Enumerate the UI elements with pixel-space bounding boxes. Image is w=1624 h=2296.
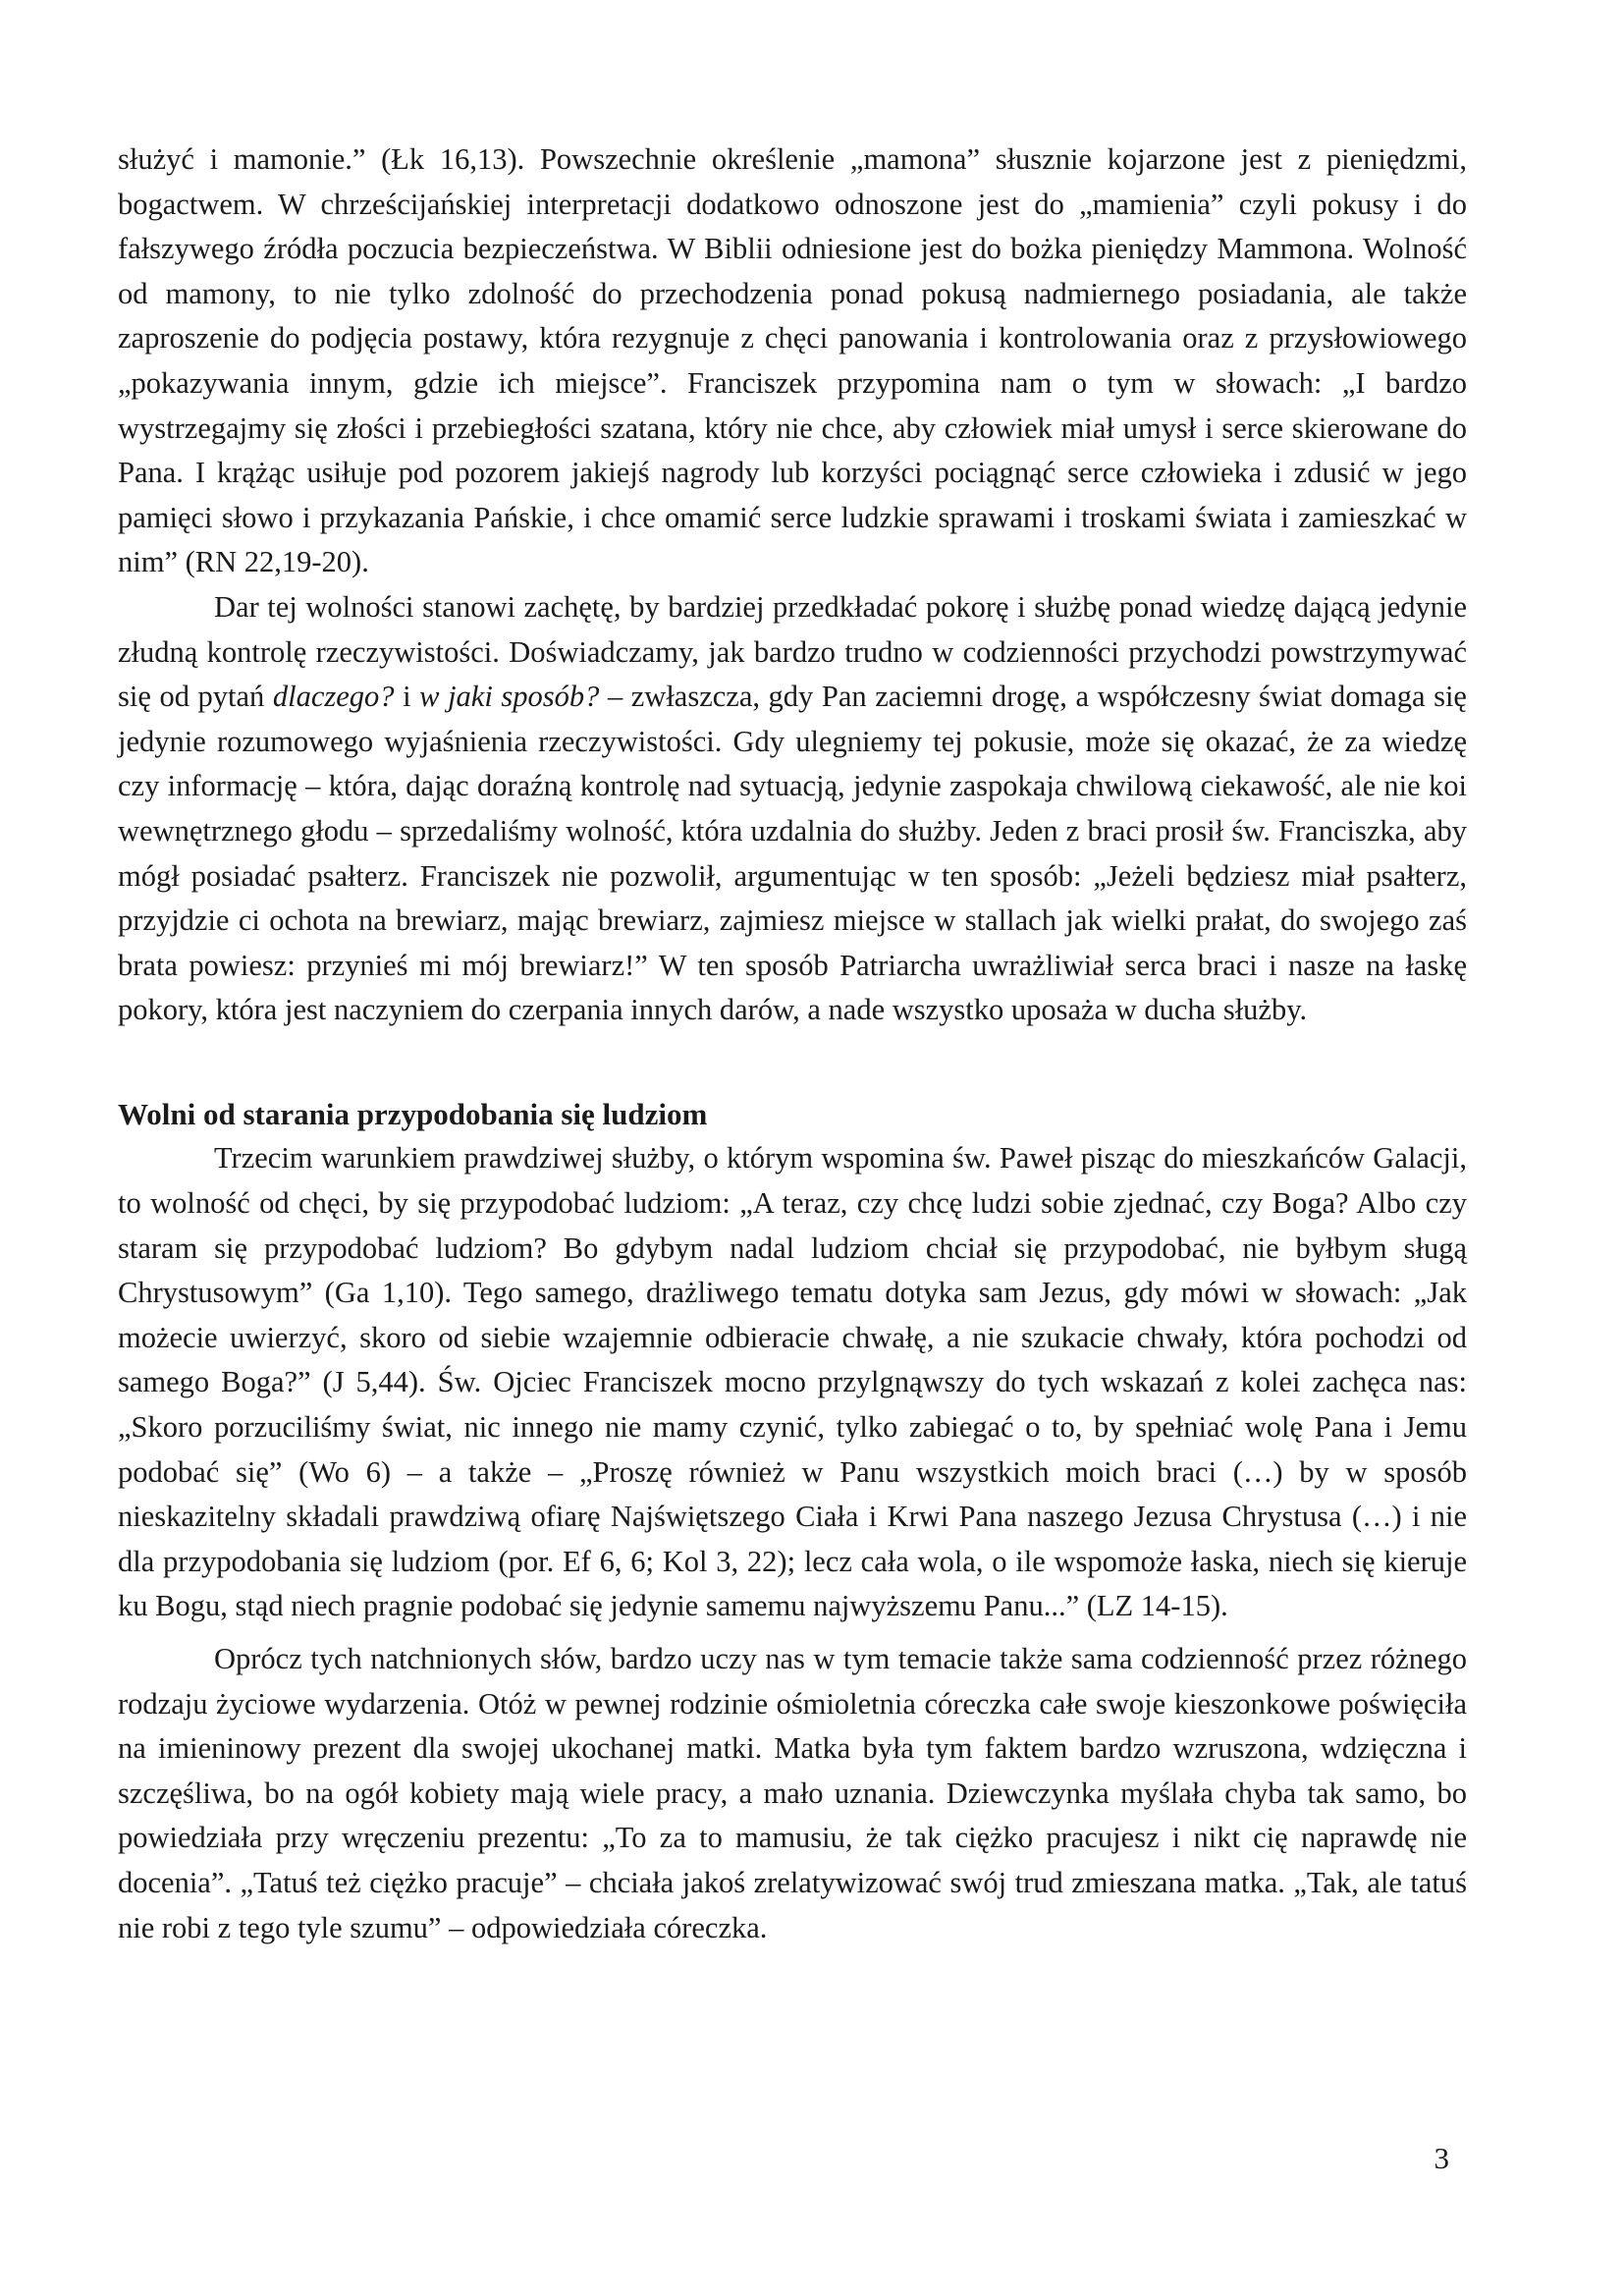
paragraph-wolnosc-wiedza [118,585,1467,1033]
section-heading: Wolni od starania przypodobania się ludziom [118,1096,708,1131]
page-number: 3 [1434,2141,1449,2175]
page-body [118,137,1467,1950]
paragraph-text: Dar tej wolności stanowi zachętę, by bardziej przedkładać pokorę i służbę ponad wiedzę dającą jedynie złudną kontrolę rzeczywistości. Doświadczamy, jak bardzo trudno w codzienności przychodzi powstrzymywać się od pytań [118,589,1467,714]
paragraph-codziennosc: Oprócz tych natchnionych słów, bardzo uczy nas w tym temacie także sama codzienność przez różnego rodzaju życiowe wydarzenia. Otóż w pewnej rodzinie ośmioletnia córeczka całe swoje kieszonkowe poświęciła na imieninowy prezent dla swojej ukochanej matki. Matka była tym faktem bardzo wzruszona, wdzięczna i szczęśliwa, bo na ogół kobiety mają wiele pracy, a mało uznania. Dziewczynka myślała chyba tak samo, bo powiedziała przy wręczeniu prezentu: „To za to mamusiu, że tak ciężko pracujesz i nikt cię naprawdę nie docenia”. „Tatuś też ciężko pracuje” – chciała jakoś zrelatywizować swój trud zmieszana matka. „Tak, ale tatuś nie robi z tego tyle szumu” – odpowiedziała córeczka. [118,1642,1467,1944]
paragraph-text: – zwłaszcza, gdy Pan zaciemni drogę, a współczesny świat domaga się jedynie rozumowego wyjaśnienia rzeczywistości. Gdy ulegniemy tej pokusie, może się okazać, że za wiedzę czy informację – która, dając doraźną kontrolę nad sytuacją, jedynie zaspokaja chwilową ciekawość, ale nie koi wewnętrznego głodu – sprzedaliśmy wolność, która uzdalnia do służby. Jeden z braci prosił św. Franciszka, aby mógł posiadać psałterz. Franciszek nie pozwolił, argumentując w ten sposób: „Jeżeli będziesz miał psałterz, przyjdzie ci ochota na brewiarz, mając brewiarz, zajmiesz miejsce w stallach jak wielki prałat, do swojego zaś brata powiesz: przynieś mi mój brewiarz!” W ten sposób Patriarcha uwrażliwiał serca braci i nasze na łaskę pokory, która jest naczyniem do czerpania innych darów, a nade wszystko uposaża w ducha służby. [118,680,1467,1027]
paragraph-text: i [394,680,420,714]
emphasis-dlaczego: dlaczego? [272,680,395,714]
paragraph-trzeci-warunek: Trzecim warunkiem prawdziwej służby, o którym wspomina św. Paweł pisząc do mieszkańców Galacji, to wolność od chęci, by się przypodobać ludziom: „A teraz, czy chcę ludzi sobie zjednać, czy Boga? Albo czy staram się przypodobać ludziom? Bo gdybym nadal ludziom chciał się przypodobać, nie byłbym sługą Chrystusowym” (Ga 1,10). Tego samego, drażliwego tematu dotyka sam Jezus, gdy mówi w słowach: „Jak możecie uwierzyć, skoro od siebie wzajemnie odbieracie chwałę, a nie szukacie chwały, która pochodzi od samego Boga?” (J 5,44). Św. Ojciec Franciszek mocno przylgnąwszy do tych wskazań z kolei zachęca nas: „Skoro porzuciliśmy świat, nic innego nie mamy czynić, tylko zabiegać o to, by spełniać wolę Pana i Jemu podobać się” (Wo 6) – a także – „Proszę również w Panu wszystkich moich braci (…) by w sposób nieskazitelny składali prawdziwą ofiarę Najświętszego Ciała i Krwi Pana naszego Jezusa Chrystusa (…) i nie dla przypodobania się ludziom (por. Ef 6, 6; Kol 3, 22); lecz cała wola, o ile wspomoże łaska, niech się kieruje ku Bogu, stąd niech pragnie podobać się jedynie samemu najwyższemu Panu...” (LZ 14-15). [118,1141,1467,1623]
emphasis-w-jaki-sposob: w jaki sposób? [419,680,600,714]
paragraph-mamona: służyć i mamonie.” (Łk 16,13). Powszechnie określenie „mamona” słusznie kojarzone jest z pieniędzmi, bogactwem. W chrześcijańskiej interpretacji dodatkowo odnoszone jest do „mamienia” czyli pokusy i do fałszywego źródła poczucia bezpieczeństwa. W Biblii odniesione jest do bożka pieniędzy Mammona. Wolność od mamony, to nie tylko zdolność do przechodzenia ponad pokusą nadmiernego posiadania, ale także zaproszenie do podjęcia postawy, która rezygnuje z chęci panowania i kontrolowania oraz z przysłowiowego „pokazywania innym, gdzie ich miejsce”. Franciszek przypomina nam o tym w słowach: „I bardzo wystrzegajmy się złości i przebiegłości szatana, który nie chce, aby człowiek miał umysł i serce skierowane do Pana. I krążąc usiłuje pod pozorem jakiejś nagrody lub korzyści pociągnąć serce człowieka i zdusić w jego pamięci słowo i przykazania Pańskie, i chce omamić serce ludzkie sprawami i troskami świata i zamieszkać w nim” (RN 22,19-20). [118,142,1467,579]
